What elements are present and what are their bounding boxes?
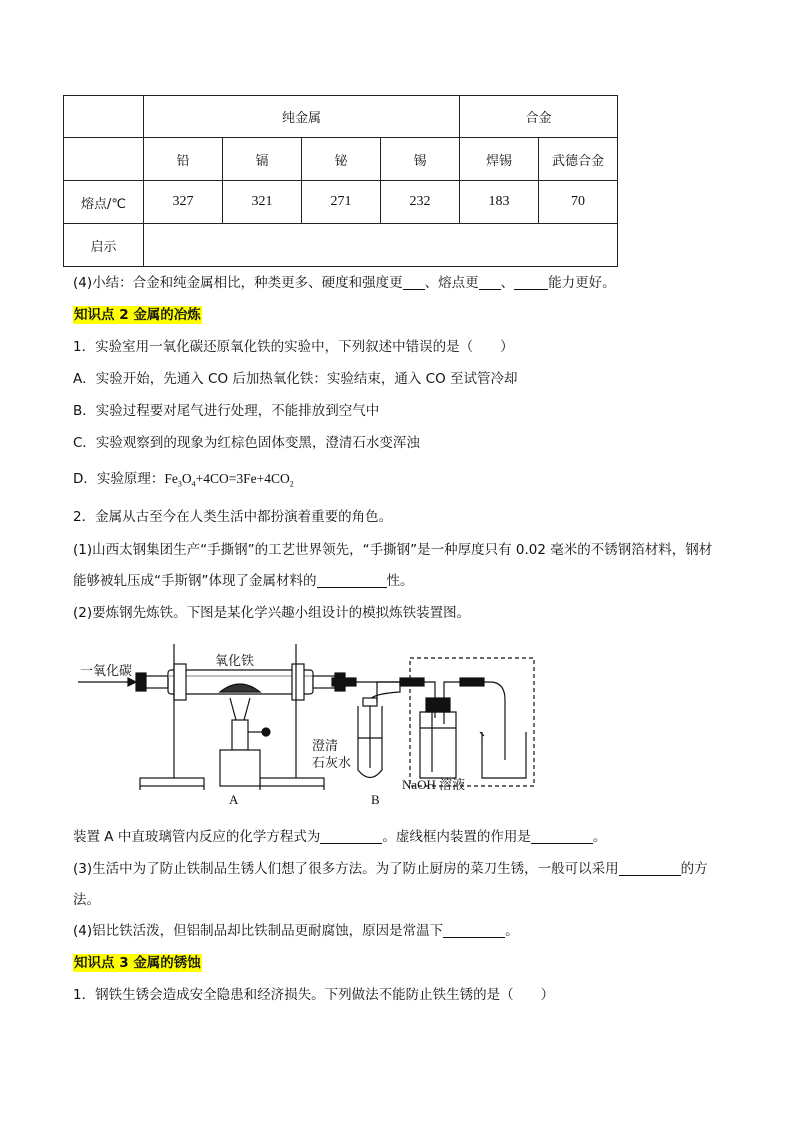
question-text-part: 性。: [386, 573, 414, 589]
formula-part: +4CO=3Fe+4CO: [195, 471, 290, 486]
formula-sub: 3: [177, 479, 182, 489]
formula-part: O: [181, 471, 192, 486]
question-text-part: 能够被轧压成“手斯钢”体现了金属材料的: [73, 573, 317, 589]
table-cell-empty: [64, 138, 144, 181]
label-naoh-solution: NaOH 溶液: [402, 777, 466, 792]
summary-text: 能力更好。: [548, 275, 616, 291]
section-highlight: [73, 954, 202, 972]
table-cell-empty: [64, 96, 144, 138]
arrow-head: [128, 678, 136, 686]
question-text-part: 。: [592, 829, 607, 845]
answer-blank[interactable]: [619, 861, 681, 876]
option-d-label: D．实验原理：: [73, 471, 165, 487]
melting-point-value: 321: [223, 181, 302, 224]
table-row: [64, 224, 618, 267]
iron-smelting-apparatus-figure: [70, 640, 540, 810]
question-text-part: 。虚线框内装置的作用是: [382, 829, 531, 845]
answer-blank[interactable]: [403, 275, 425, 290]
answer-blank[interactable]: [320, 829, 382, 844]
melting-point-value: 70: [539, 181, 618, 224]
burner-tube: [232, 720, 248, 750]
metal-name: 铅: [144, 138, 223, 181]
question-stem: 1．钢铁生锈会造成安全隐患和经济损失。下列做法不能防止铁生锈的是（ ）: [73, 987, 555, 1003]
wash-bottle: [420, 712, 456, 778]
melting-point-table: [63, 95, 618, 267]
formula-sub: 2: [289, 479, 294, 489]
formula-sub: 4: [191, 479, 196, 489]
stopper-tube-left: [146, 676, 168, 688]
answer-blank[interactable]: [531, 829, 593, 844]
label-device-a: A: [229, 792, 239, 807]
label-carbon-monoxide: 一氧化碳: [80, 664, 133, 679]
stand-base-right: [260, 778, 324, 786]
metal-name: 镉: [223, 138, 302, 181]
row-label-melting-point: 熔点/℃: [64, 181, 144, 224]
question-text: [73, 828, 606, 846]
option-d[interactable]: [73, 470, 294, 494]
option-c[interactable]: C．实验观察到的现象为红棕色固体变黑，澄清石水变浑浊: [73, 435, 420, 451]
row-label-hint: 启示: [64, 224, 144, 267]
hint-answer-cell[interactable]: [144, 224, 618, 267]
answer-blank[interactable]: [479, 275, 501, 290]
summary-text: (4)小结：合金和纯金属相比，种类更多、硬度和强度更: [73, 275, 403, 291]
summary-text: 、熔点更: [424, 275, 479, 291]
table-row: [64, 138, 618, 181]
melting-point-value: 232: [381, 181, 460, 224]
chemical-equation: [164, 471, 294, 489]
melting-point-value: 271: [302, 181, 381, 224]
stand-base-left: [140, 778, 204, 786]
melting-point-value: 327: [144, 181, 223, 224]
question-text: (2)要炼钢先炼铁。下图是某化学兴趣小组设计的模拟炼铁装置图。: [73, 605, 471, 621]
option-b[interactable]: B．实验过程要对尾气进行处理，不能排放到空气中: [73, 403, 380, 419]
summary-line: [73, 274, 616, 292]
section-number: 2: [119, 307, 129, 323]
question-text-part: (4)铝比铁活泼，但铝制品却比铁制品更耐腐蚀，原因是常温下: [73, 923, 444, 939]
section-heading: [73, 306, 202, 324]
question-text: (1)山西太钢集团生产“手撕钢”的工艺世界领先，“手撕钢”是一种厚度只有 0.02 毫米的不锈钢箔材料，钢材: [73, 542, 713, 558]
metal-name: 铋: [302, 138, 381, 181]
section-prefix: 知识点: [74, 307, 115, 323]
outlet-to-beaker: [444, 682, 505, 760]
question-stem: 2．金属从古至今在人类生活中都扮演着重要的角色。: [73, 509, 393, 525]
table-row: [64, 96, 618, 138]
table-row: [64, 181, 618, 224]
stopper-left: [136, 673, 146, 691]
formula-part: Fe: [164, 471, 178, 486]
clamp-right: [292, 664, 304, 700]
metal-name: 锡: [381, 138, 460, 181]
question-text: [73, 860, 708, 878]
header-alloy: 合金: [460, 96, 618, 138]
clamp-left: [174, 664, 186, 700]
flame: [230, 698, 250, 720]
label-iron-oxide: 氧化铁: [215, 654, 255, 669]
label-limewater-1: 澄清: [312, 739, 339, 754]
option-a[interactable]: A．实验开始，先通入 CO 后加热氧化铁：实验结束，通入 CO 至试管冷却: [73, 371, 518, 387]
test-tube-stopper: [363, 698, 377, 706]
bottle-stopper: [426, 698, 450, 712]
answer-blank[interactable]: [443, 923, 505, 938]
question-text-part: 。: [505, 923, 519, 939]
burner-base: [220, 750, 260, 786]
section-number: 3: [119, 955, 129, 971]
question-text: [73, 572, 414, 590]
iron-oxide-powder: [220, 684, 260, 692]
section-heading: [73, 954, 202, 972]
label-device-b: B: [371, 792, 380, 807]
rubber-joint-3: [460, 678, 484, 686]
question-text-part: 的方: [680, 861, 708, 877]
section-title: 金属的锈蚀: [133, 955, 201, 971]
question-text: 法。: [73, 892, 100, 908]
question-text-part: 装置 A 中直玻璃管内反应的化学方程式为: [73, 829, 321, 845]
melting-point-value: 183: [460, 181, 539, 224]
question-text: [73, 922, 519, 940]
section-highlight: [73, 306, 202, 324]
answer-blank[interactable]: [317, 573, 387, 588]
section-title: 金属的冶炼: [133, 307, 201, 323]
section-prefix: 知识点: [74, 955, 115, 971]
question-stem: 1．实验室用一氧化碳还原氧化铁的实验中，下列叙述中错误的是（ ）: [73, 339, 514, 355]
dashed-box: [410, 658, 534, 786]
beaker: [480, 732, 526, 778]
metal-name: 焊锡: [460, 138, 539, 181]
question-text-part: (3)生活中为了防止铁制品生锈人们想了很多方法。为了防止厨房的菜刀生锈，一般可以采用: [73, 861, 619, 877]
answer-blank[interactable]: [514, 275, 548, 290]
label-limewater-2: 石灰水: [312, 756, 352, 771]
rubber-joint-2: [400, 678, 424, 686]
header-pure-metal: 纯金属: [144, 96, 460, 138]
summary-text: 、: [500, 275, 515, 291]
metal-name: 武德合金: [539, 138, 618, 181]
rubber-joint: [332, 678, 356, 686]
